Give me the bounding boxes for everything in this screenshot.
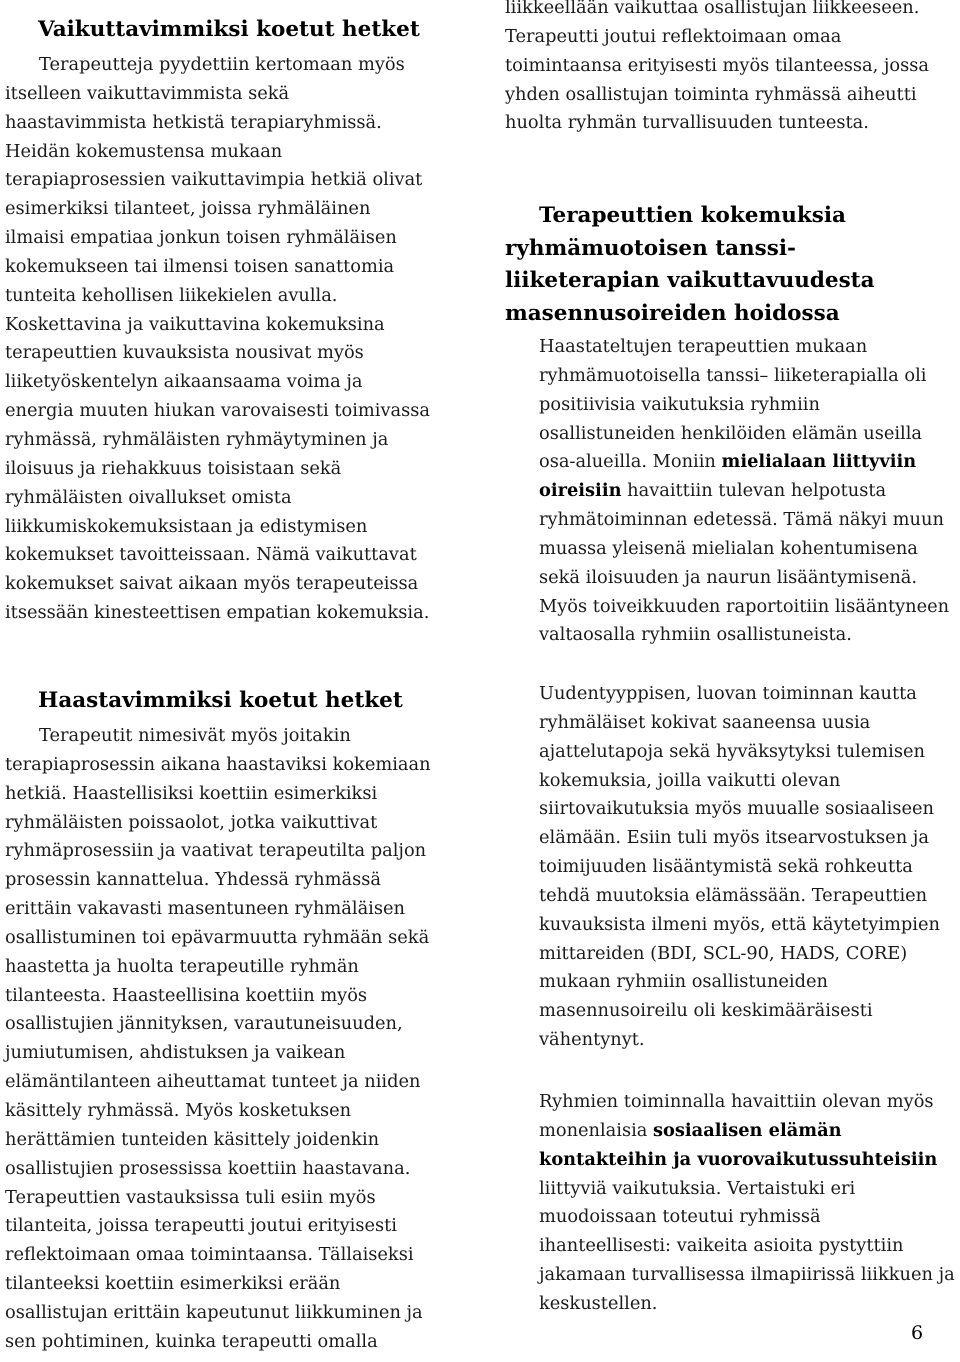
text-line: Terapeutti joutui reflektoimaan omaa xyxy=(505,25,842,47)
text-line: iloisuus ja riehakkuus toisistaan sekä xyxy=(5,457,342,479)
text-line: haastavimmista hetkistä terapiaryhmissä. xyxy=(5,111,382,133)
p1-emphasis: mielialaan liittyviin oireisiin xyxy=(539,451,917,502)
text-line: tunteita kehollisen liikekielen avulla. xyxy=(5,284,338,306)
text-line: ryhmäläisten oivallukset omista xyxy=(5,486,292,508)
paragraph-new-experiences xyxy=(505,680,957,1055)
text-line: ryhmäläisten poissaolot, jotka vaikuttivat xyxy=(5,811,378,833)
text-line: terapiaprosessien vaikuttavimpia hetkiä olivat xyxy=(5,169,423,191)
text-line: energia muuten hiukan varovaisesti toimivassa xyxy=(5,400,430,422)
text-line: erittäin vakavasti masentuneen ryhmäläisen xyxy=(5,898,405,920)
heading-line: masennusoireiden hoidossa xyxy=(505,300,840,326)
text-line: liiketyöskentelyn aikaansaama voima ja xyxy=(5,371,363,393)
text-line: huolta ryhmän turvallisuuden tunteesta. xyxy=(505,112,869,134)
text-line: reflektoimaan omaa toimintaansa. Tällaiseksi xyxy=(5,1244,414,1266)
page-number: 6 xyxy=(911,1322,924,1344)
text-line: herättämien tunteiden käsittely joidenkin xyxy=(5,1128,380,1150)
text-line: Koskettavina ja vaikuttavina kokemuksina xyxy=(5,313,385,335)
left-section1-text xyxy=(5,51,467,628)
text-line: Terapeutit nimesivät myös joitakin xyxy=(39,725,351,746)
text-line: tilanteesta. Haasteellisina koettiin myös xyxy=(5,984,368,1006)
text-line: käsittely ryhmässä. Myös kosketuksen xyxy=(5,1099,352,1121)
text-line: tilanteita, joissa terapeutti joutui erityisesti xyxy=(5,1215,397,1237)
text-line: esimerkiksi tilanteet, joissa ryhmäläinen xyxy=(5,198,371,220)
text-line: toimintaansa erityisesti myös tilanteessa, jossa xyxy=(505,54,929,76)
text-line: osallistuminen toi epävarmuutta ryhmään sekä xyxy=(5,926,430,948)
p3-text-b: liittyviä vaikutuksia. Vertaistuki eri muodoissaan toteutui ryhmissä ihanteellisesti: vaikeita asioita pystyttiin jakamaan turvallisessa ilmapiirissä liikkuen ja keskustellen. xyxy=(539,1177,955,1314)
text-line: terapiaprosessin aikana haastaviksi kokemiaan xyxy=(5,753,431,775)
text-line: itselleen vaikuttavimmista sekä xyxy=(5,82,290,104)
text-line: osallistujan erittäin kapeutunut liikkuminen ja xyxy=(5,1301,423,1323)
text-line: prosessin kannattelua. Yhdessä ryhmässä xyxy=(5,869,381,891)
text-line: ilmaisi empatiaa jonkun toisen ryhmäläisen xyxy=(5,227,397,249)
heading-line: liiketerapian vaikuttavuudesta xyxy=(505,268,875,293)
p1-text-a: Haastateltujen terapeuttien mukaan ryhmämuotoisella tanssi– liiketerapialla oli positiivisia vaikutuksia ryhmiin osallistuneiden henkilöiden elämän useilla osa-alueilla. Moniin xyxy=(539,336,927,473)
text-line: terapeuttien kuvauksista nousivat myös xyxy=(5,342,364,364)
text-line: ryhmässä, ryhmäläisten ryhmäytyminen ja xyxy=(5,428,389,450)
text-line: elämäntilanteen aiheuttamat tunteet ja niiden xyxy=(5,1071,421,1093)
paragraph-mood-effects xyxy=(505,333,957,650)
text-line: hetkiä. Haastellisiksi koettiin esimerkiksi xyxy=(5,782,378,804)
text-line: itsessään kinesteettisen empatian kokemuksia. xyxy=(5,602,430,624)
text-line: kokemukset tavoitteissaan. Nämä vaikuttavat xyxy=(5,544,417,566)
paragraph-social-effects xyxy=(505,1088,957,1319)
right-top-continuation xyxy=(505,0,957,138)
text-line: Terapeutteja pyydettiin kertomaan myös xyxy=(39,54,405,75)
p3-emphasis: sosiaalisen elämän kontakteihin ja vuorovaikutussuhteisiin xyxy=(539,1119,938,1170)
section-heading-most-challenging: Haastavimmiksi koetut hetket xyxy=(38,688,403,713)
section-heading-most-impactful: Vaikuttavimmiksi koetut hetket xyxy=(38,17,420,42)
text-line: tilanteeksi koettiin esimerkiksi erään xyxy=(5,1273,341,1295)
text-line: liikkumiskokemuksistaan ja edistymisen xyxy=(5,515,368,537)
text-line: Heidän kokemustensa mukaan xyxy=(5,140,283,162)
text-line: osallistujien prosessissa koettiin haastavana. xyxy=(5,1157,411,1179)
section-heading-effectiveness xyxy=(505,200,875,330)
left-section2-text xyxy=(5,722,467,1357)
text-line: yhden osallistujan toiminta ryhmässä aiheutti xyxy=(505,83,917,105)
text-line: osallistujien jännityksen, varautuneisuuden, xyxy=(5,1013,403,1035)
heading-line: ryhmämuotoisen tanssi- xyxy=(505,235,796,261)
text-line: ryhmäprosessiin ja vaativat terapeutilta paljon xyxy=(5,840,427,862)
text-line: kokemukset saivat aikaan myös terapeuteissa xyxy=(5,573,419,595)
p1-text-b: havaittiin tulevan helpotusta ryhmätoiminnan edetessä. Tämä näkyi muun muassa yleisenä mielialan kohentumisena sekä iloisuuden ja naurun lisääntymisenä. Myös toiveikkuuden raportoitiin lisääntyneen valtaosalla ryhmiin osallistuneista. xyxy=(539,480,950,646)
p3-text-a: Ryhmien toiminnalla havaittiin olevan myös monenlaisia xyxy=(539,1091,934,1141)
text-line: kokemukseen tai ilmensi toisen sanattomia xyxy=(5,255,395,277)
text-line: sen pohtiminen, kuinka terapeutti omalla xyxy=(5,1330,378,1352)
text-line: jumiutumisen, ahdistuksen ja vaikean xyxy=(5,1042,346,1064)
text-line: liikkeellään vaikuttaa osallistujan liikkeeseen. xyxy=(505,0,920,18)
text-line: Terapeuttien vastauksissa tuli esiin myös xyxy=(5,1186,376,1208)
text-line: haastetta ja huolta terapeutille ryhmän xyxy=(5,955,359,977)
p2-text: Uudentyyppisen, luovan toiminnan kautta ryhmäläiset kokivat saaneensa uusia ajattelutapoja sekä hyväksytyksi tulemisen kokemuksia, joilla vaikutti olevan siirtovaikutuksia myös muualle sosiaaliseen elämään. Esiin tuli myös itsearvostuksen ja toimijuuden lisääntymistä sekä rohkeutta tehdä muutoksia elämässään. Terapeuttien kuvauksista ilmeni myös, että käytetyimpien mittareiden (BDI, SCL-90, HADS, CORE) mukaan ryhmiin osallistuneiden masennusoireilu oli keskimääräisesti vähentynyt. xyxy=(539,683,940,1051)
heading-line: Terapeuttien kokemuksia xyxy=(539,203,846,228)
